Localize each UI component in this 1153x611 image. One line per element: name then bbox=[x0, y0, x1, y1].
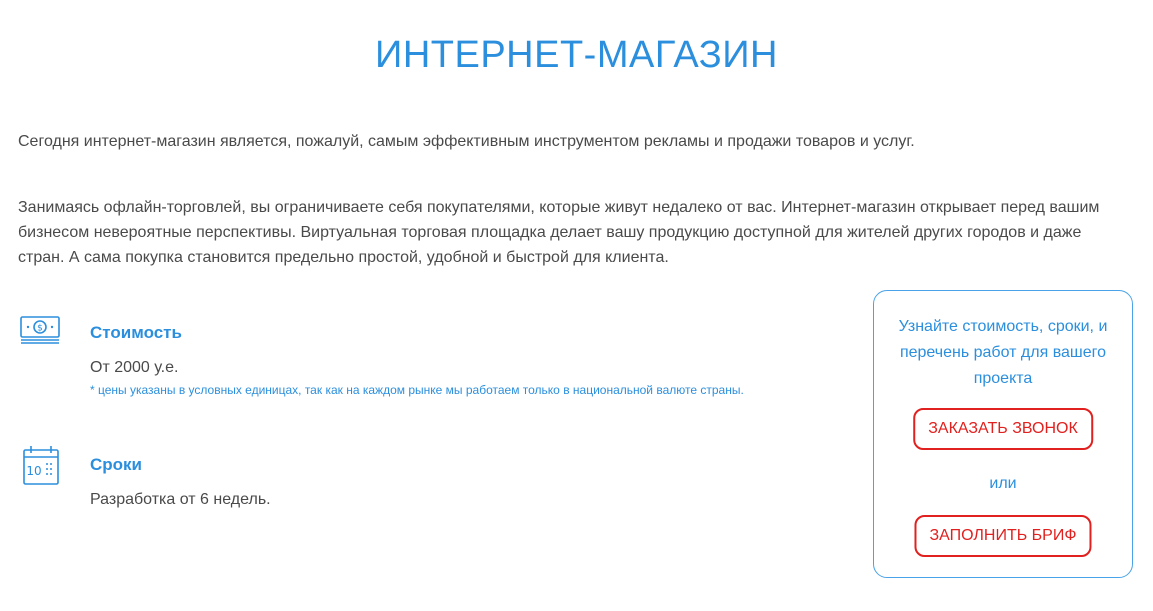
terms-title: Сроки bbox=[90, 455, 143, 474]
fill-brief-button[interactable]: ЗАПОЛНИТЬ БРИФ bbox=[914, 515, 1091, 557]
svg-text:$: $ bbox=[37, 323, 43, 334]
cta-text: Узнайте стоимость, сроки, и перечень работ для вашего проекта bbox=[898, 318, 1108, 387]
or-text: или bbox=[989, 475, 1017, 492]
cost-note: * цены указаны в условных единицах, так как на каждом рынке мы работаем только в национальной валюте страны. bbox=[90, 383, 744, 397]
page-title: ИНТЕРНЕТ-МАГАЗИН bbox=[375, 34, 778, 76]
feature-terms bbox=[18, 445, 838, 515]
calendar-number: 10 bbox=[26, 464, 42, 478]
cta-box bbox=[873, 290, 1133, 578]
feature-cost bbox=[18, 313, 838, 403]
description-text: Занимаясь офлайн-торговлей, вы ограничиваете себя покупателями, которые живут недалеко от вас. Интернет-магазин открывает перед вашим бизнесом невероятные перспективы. Виртуальная торговая площадка делает вашу продукцию доступной для жителей других городов и даже стран. А сама покупка становится предельно простой, удобной и быстрой для клиента. bbox=[18, 199, 1100, 266]
cost-value: От 2000 у.е. bbox=[90, 359, 179, 376]
order-call-button[interactable]: ЗАКАЗАТЬ ЗВОНОК bbox=[913, 408, 1093, 450]
money-icon bbox=[18, 313, 64, 359]
calendar-icon bbox=[18, 445, 64, 491]
intro-text: Сегодня интернет-магазин является, пожалуй, самым эффективным инструментом рекламы и продажи товаров и услуг. bbox=[18, 133, 915, 150]
terms-value: Разработка от 6 недель. bbox=[90, 491, 271, 508]
cost-title: Стоимость bbox=[90, 323, 182, 342]
